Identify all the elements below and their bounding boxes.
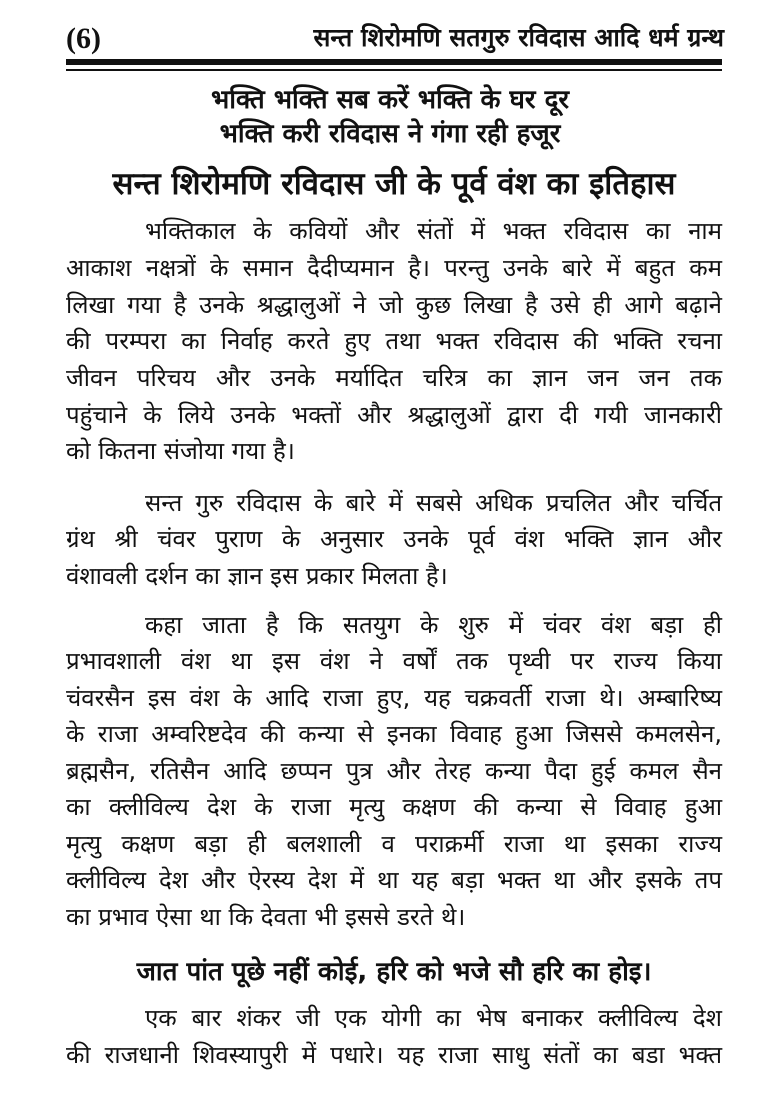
page-number: (6) [66, 22, 101, 55]
text-line: की राजधानी शिवस्यापुरी में पधारे। यह राजा साधु संतों का बडा भक्त [66, 1041, 722, 1069]
couplet-line: भक्ति भक्ति सब करें भक्ति के घर दूर [210, 85, 570, 115]
text-line: सन्त गुरु रविदास के बारे में सबसे अधिक प्रचलित और चर्चित [145, 489, 722, 517]
text-line: भक्तिकाल के कवियों और संतों में भक्त रविदास का नाम [145, 217, 722, 245]
text-line: का प्रभाव ऐसा था कि देवता भी इससे डरते थे। [66, 903, 466, 931]
header-rule-thick [66, 59, 722, 65]
text-line: का क्लीविल्य देश के राजा मृत्यु कक्षण की कन्या से विवाह हुआ [66, 793, 722, 821]
subheading-verse: जात पांत पूछे नहीं कोई, हरि को भजे सौ हरि का होइ। [136, 957, 652, 987]
text-line: के राजा अम्वरिष्टदेव की कन्या से इनका विवाह हुआ जिससे कमलसेन, [66, 720, 722, 748]
text-line: लिखा गया है उनके श्रद्धालुओं ने जो कुछ लिखा है उसे ही आगे बढ़ाने [66, 291, 722, 319]
chapter-title: सन्त शिरोमणि रविदास जी के पूर्व वंश का इतिहास [112, 166, 676, 202]
text-line: आकाश नक्षत्रों के समान दैदीप्यमान है। परन्तु उनके बारे में बहुत कम [66, 254, 722, 282]
running-title: सन्त शिरोमणि सतगुरु रविदास आदि धर्म ग्रन्थ [313, 23, 724, 52]
text-line: ब्रह्मसैन, रतिसैन आदि छप्पन पुत्र और तेरह कन्या पैदा हुई कमल सैन [66, 757, 722, 785]
text-line: ग्रंथ श्री चंवर पुराण के अनुसार उनके पूर्व वंश भक्ति ज्ञान और [66, 525, 722, 553]
text-line: को कितना संजोया गया है। [66, 437, 295, 465]
text-line: क्लीविल्य देश और ऐरस्य देश में था यह बड़ा भक्त था और इसके तप [66, 866, 722, 894]
text-line: की परम्परा का निर्वाह करते हुए तथा भक्त रविदास की भक्ति रचना [66, 327, 722, 355]
text-line: वंशावली दर्शन का ज्ञान इस प्रकार मिलता है। [66, 562, 448, 590]
text-line: मृत्यु कक्षण बड़ा ही बलशाली व पराक्रर्मी राजा था इसका राज्य [66, 830, 722, 858]
text-line: चंवरसैन इस वंश के आदि राजा हुए, यह चक्रवर्ती राजा थे। अम्बारिष्य [66, 684, 722, 712]
header-rule-thin [66, 69, 722, 71]
text-line: एक बार शंकर जी एक योगी का भेष बनाकर क्लीविल्य देश [145, 1004, 722, 1032]
text-line: पहुंचाने के लिये उनके भक्तों और श्रद्धालुओं द्वारा दी गयी जानकारी [66, 401, 722, 429]
couplet-line: भक्ति करी रविदास ने गंगा रही हजूर [219, 119, 561, 149]
text-line: प्रभावशाली वंश था इस वंश ने वर्षों तक पृथ्वी पर राज्य किया [66, 647, 722, 675]
text-line: जीवन परिचय और उनके मर्यादित चरित्र का ज्ञान जन जन तक [66, 364, 722, 392]
text-line: कहा जाता है कि सतयुग के शुरु में चंवर वंश बड़ा ही [145, 611, 722, 639]
